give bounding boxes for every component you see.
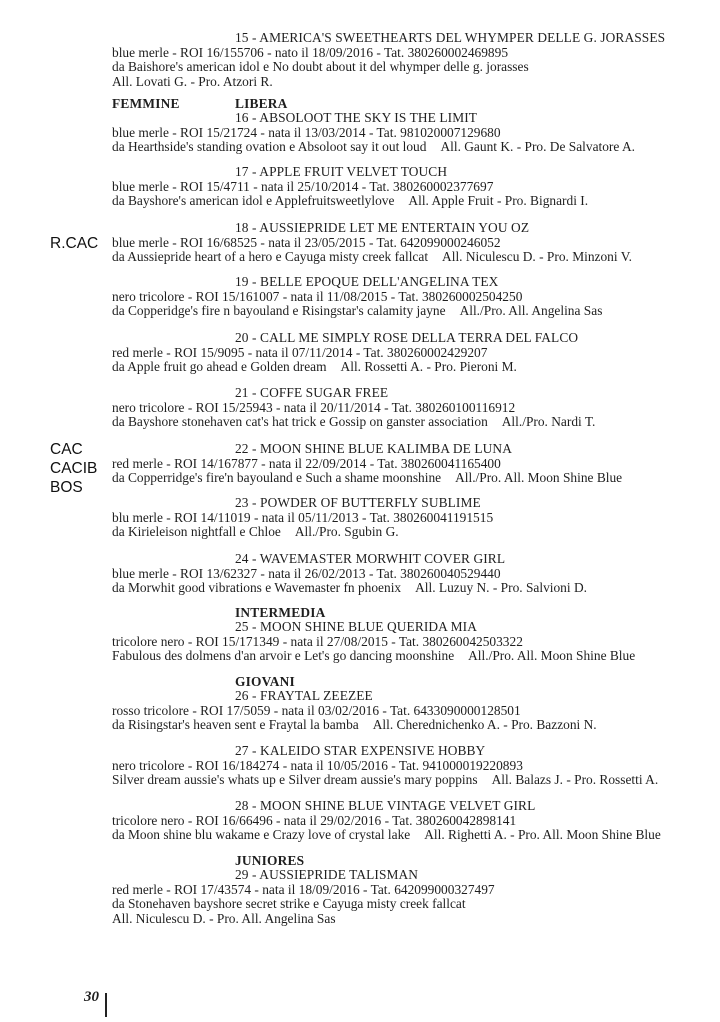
entry-details: blue merle - ROI 13/62327 - nata il 26/02/2013 - Tat. 380260040529440 [112,565,501,581]
entry-parents: da Bayshore's american idol e Applefruitsweetlylove [112,193,395,209]
award-cacib: CACIB [50,460,98,477]
entry-details: red merle - ROI 14/167877 - nata il 22/09/2014 - Tat. 380260041165400 [112,455,501,471]
entry-19 [112,275,718,319]
entry-parents: da Kirieleison nightfall e Chloe [112,524,281,540]
entry-details: blu merle - ROI 14/11019 - nata il 05/11/2013 - Tat. 380260041191515 [112,509,494,525]
entry-details: nero tricolore - ROI 15/161007 - nata il 11/08/2015 - Tat. 380260002504250 [112,288,523,304]
entry-title: 22 - MOON SHINE BLUE KALIMBA DE LUNA [235,441,512,456]
entry-owners: All. Apple Fruit - Pro. Bignardi I. [408,193,589,209]
entry-28 [112,799,718,843]
entry-26 [112,689,718,733]
entry-details: tricolore nero - ROI 16/66496 - nata il 29/02/2016 - Tat. 380260042898141 [112,812,517,828]
entry-owners: All./Pro. All. Moon Shine Blue [455,470,623,486]
entry-details: red merle - ROI 17/43574 - nata il 18/09/2016 - Tat. 642099000327497 [112,881,495,897]
entry-title: 24 - WAVEMASTER MORWHIT COVER GIRL [235,551,506,566]
entry-parents: da Bayshore stonehaven cat's hat trick e Gossip on ganster association [112,414,488,430]
entry-27 [112,744,718,788]
entry-details: blue merle - ROI 15/21724 - nata il 13/03/2014 - Tat. 981020007129680 [112,124,501,140]
entry-parents: da Morwhit good vibrations e Wavemaster fn phoenix [112,580,402,596]
entry-title: 15 - AMERICA'S SWEETHEARTS DEL WHYMPER DELLE G. JORASSES [235,30,666,45]
entry-title: 19 - BELLE EPOQUE DELL'ANGELINA TEX [235,274,499,289]
entry-details: nero tricolore - ROI 15/25943 - nata il 20/11/2014 - Tat. 380260100116912 [112,399,516,415]
entry-title: 18 - AUSSIEPRIDE LET ME ENTERTAIN YOU OZ [235,220,530,235]
section-intermedia: INTERMEDIA [235,605,326,620]
entry-owners: All. Lovati G. - Pro. Atzori R. [112,73,273,89]
entry-parents: da Risingstar's heaven sent e Fraytal la bamba [112,717,359,733]
entry-25 [112,620,718,664]
entry-title: 23 - POWDER OF BUTTERFLY SUBLIME [235,495,481,510]
entry-details: rosso tricolore - ROI 17/5059 - nata il 03/02/2016 - Tat. 6433090000128501 [112,702,521,718]
section-femmine: FEMMINE [112,96,180,111]
entry-owners: All. Balazs J. - Pro. Rossetti A. [491,772,659,788]
entry-owners: All. Niculescu D. - Pro. Minzoni V. [442,249,632,265]
entry-18 [112,221,718,265]
entry-parents: Silver dream aussie's whats up e Silver dream aussie's mary poppins [112,772,478,788]
entry-21 [112,386,718,430]
entry-title: 29 - AUSSIEPRIDE TALISMAN [235,867,419,882]
entry-parents: da Aussiepride heart of a hero e Cayuga misty creek fallcat [112,249,429,265]
entry-details: red merle - ROI 15/9095 - nata il 07/11/2014 - Tat. 380260002429207 [112,344,488,360]
entry-owners: All./Pro. Sgubin G. [294,524,399,540]
entry-29 [112,868,718,926]
entry-title: 21 - COFFE SUGAR FREE [235,385,389,400]
entry-owners: All. Luzuy N. - Pro. Salvioni D. [415,580,587,596]
entry-parents: da Copperridge's fire'n bayouland e Such a shame moonshine [112,470,442,486]
entry-details: blue merle - ROI 16/68525 - nata il 23/05/2015 - Tat. 642099000246052 [112,234,501,250]
entry-title: 20 - CALL ME SIMPLY ROSE DELLA TERRA DEL FALCO [235,330,579,345]
entry-15 [112,31,718,89]
section-giovani: GIOVANI [235,674,295,689]
entry-title: 16 - ABSOLOOT THE SKY IS THE LIMIT [235,110,478,125]
entry-details: nero tricolore - ROI 16/184274 - nata il 10/05/2016 - Tat. 941000019220893 [112,757,523,773]
entry-owners: All. Righetti A. - Pro. All. Moon Shine Blue [424,827,661,843]
page-number: 30 [84,989,99,1005]
section-libera: LIBERA [235,96,288,111]
entry-parents: Fabulous des dolmens d'an arvoir e Let's go dancing moonshine [112,648,455,664]
entry-owners: All. Gaunt K. - Pro. De Salvatore A. [440,139,635,155]
entry-parents: da Apple fruit go ahead e Golden dream [112,359,327,375]
page-number-rule [105,993,107,1017]
entry-17 [112,165,718,209]
entry-title: 27 - KALEIDO STAR EXPENSIVE HOBBY [235,743,486,758]
entry-parents: da Stonehaven bayshore secret strike e Cayuga misty creek fallcat [112,896,466,912]
entry-20 [112,331,718,375]
entry-owners: All./Pro. All. Angelina Sas [459,303,603,319]
entry-title: 25 - MOON SHINE BLUE QUERIDA MIA [235,619,477,634]
entry-owners: All./Pro. Nardi T. [501,414,596,430]
entry-details: blue merle - ROI 16/155706 - nato il 18/09/2016 - Tat. 380260002469895 [112,44,509,60]
entry-title: 28 - MOON SHINE BLUE VINTAGE VELVET GIRL [235,798,536,813]
award-bos: BOS [50,479,83,496]
entry-title: 17 - APPLE FRUIT VELVET TOUCH [235,164,448,179]
entry-parents: da Hearthside's standing ovation e Absoloot say it out loud [112,139,427,155]
entry-owners: All. Cherednichenko A. - Pro. Bazzoni N. [372,717,597,733]
entry-details: tricolore nero - ROI 15/171349 - nata il 27/08/2015 - Tat. 380260042503322 [112,633,523,649]
award-r-cac: R.CAC [50,235,99,252]
entry-parents: da Moon shine blu wakame e Crazy love of crystal lake [112,827,411,843]
entry-22 [112,442,718,486]
entry-24 [112,552,718,596]
award-cac: CAC [50,441,83,458]
entry-details: blue merle - ROI 15/4711 - nata il 25/10/2014 - Tat. 380260002377697 [112,178,494,194]
entry-title: 26 - FRAYTAL ZEEZEE [235,688,373,703]
entry-parents: da Copperidge's fire n bayouland e Risingstar's calamity jayne [112,303,446,319]
entry-owners: All. Rossetti A. - Pro. Pieroni M. [340,359,517,375]
entry-16 [112,111,718,155]
section-juniores: JUNIORES [235,853,305,868]
entry-owners: All./Pro. All. Moon Shine Blue [468,648,636,664]
entry-23 [112,496,718,540]
entry-parents: da Baishore's american idol e No doubt about it del whymper delle g. jorasses [112,59,529,75]
entry-owners: All. Niculescu D. - Pro. All. Angelina Sas [112,910,336,926]
